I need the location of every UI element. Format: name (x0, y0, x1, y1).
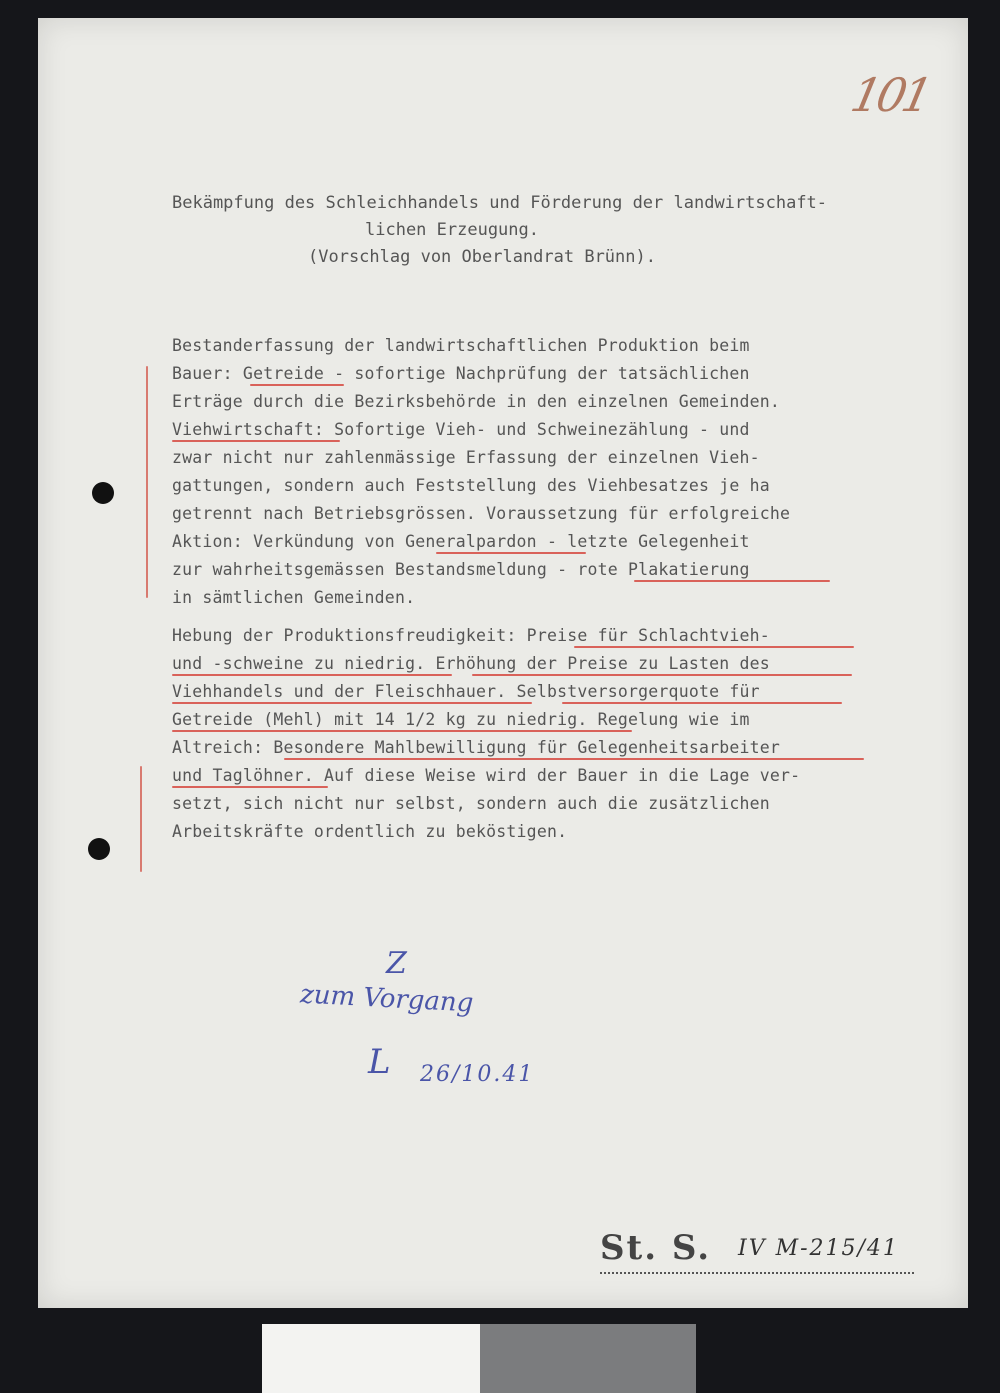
title-line-2: lichen Erzeugung. (365, 220, 539, 240)
stamp-dotted-line (600, 1272, 914, 1274)
text-line: Erträge durch die Bezirksbehörde in den einzelnen Gemeinden. (172, 392, 781, 411)
color-calibration-cards (262, 1324, 696, 1393)
red-underline (634, 580, 830, 582)
red-underline (172, 730, 632, 732)
red-underline (172, 786, 328, 788)
red-underline (172, 702, 532, 704)
red-underline (472, 674, 852, 676)
text-line: Arbeitskräfte ordentlich zu beköstigen. (172, 822, 568, 841)
title-line-3: (Vorschlag von Oberlandrat Brünn). (308, 247, 656, 267)
handwritten-initial-top: Z (386, 946, 407, 981)
red-underline (562, 702, 842, 704)
red-underline (574, 646, 854, 648)
red-underline (284, 758, 864, 760)
text-line: getrennt nach Betriebsgrössen. Voraussetzung für erfolgreiche (172, 504, 791, 523)
text-line: zwar nicht nur zahlenmässige Erfassung der einzelnen Vieh- (172, 448, 760, 467)
title-line-1: Bekämpfung des Schleichhandels und Förderung der landwirtschaft- (172, 193, 828, 213)
grey-card (480, 1324, 696, 1393)
archive-stamp: St. S. (600, 1228, 712, 1268)
text-line: Hebung der Produktionsfreudigkeit: Preise für Schlachtvieh- (172, 626, 770, 645)
text-line: Aktion: Verkündung von Generalpardon - letzte Gelegenheit (172, 532, 750, 551)
red-underline (250, 384, 344, 386)
text-line: und -schweine zu niedrig. Erhöhung der Preise zu Lasten des (172, 654, 770, 673)
archive-code: IV M-215/41 (738, 1236, 899, 1261)
text-line: Bestanderfassung der landwirtschaftlichen Produktion beim (172, 336, 750, 355)
text-line: setzt, sich nicht nur selbst, sondern auch die zusätzlichen (172, 794, 770, 813)
text-line: Bauer: Getreide - sofortige Nachprüfung der tatsächlichen (172, 364, 750, 383)
handwritten-date: 26/10.41 (420, 1062, 535, 1087)
text-line: und Taglöhner. Auf diese Weise wird der Bauer in die Lage ver- (172, 766, 801, 785)
handwritten-note: zum Vorgang (299, 979, 475, 1019)
text-line: Getreide (Mehl) mit 14 1/2 kg zu niedrig. Regelung wie im (172, 710, 750, 729)
text-line: Viehhandels und der Fleischhauer. Selbstversorgerquote für (172, 682, 760, 701)
margin-mark (146, 366, 148, 598)
text-line: gattungen, sondern auch Feststellung des Viehbesatzes je ha (172, 476, 770, 495)
text-line: in sämtlichen Gemeinden. (172, 588, 416, 607)
handwritten-initial: L (368, 1042, 391, 1082)
text-line: Viehwirtschaft: Sofortige Vieh- und Schweinezählung - und (172, 420, 750, 439)
text-line: zur wahrheitsgemässen Bestandsmeldung - rote Plakatierung (172, 560, 750, 579)
punch-hole (92, 482, 114, 504)
red-underline (172, 674, 452, 676)
text-line: Altreich: Besondere Mahlbewilligung für Gelegenheitsarbeiter (172, 738, 781, 757)
red-underline (436, 552, 586, 554)
white-card (262, 1324, 480, 1393)
punch-hole (88, 838, 110, 860)
margin-mark (140, 766, 142, 872)
red-underline (172, 440, 340, 442)
folio-number: 101 (846, 68, 934, 122)
